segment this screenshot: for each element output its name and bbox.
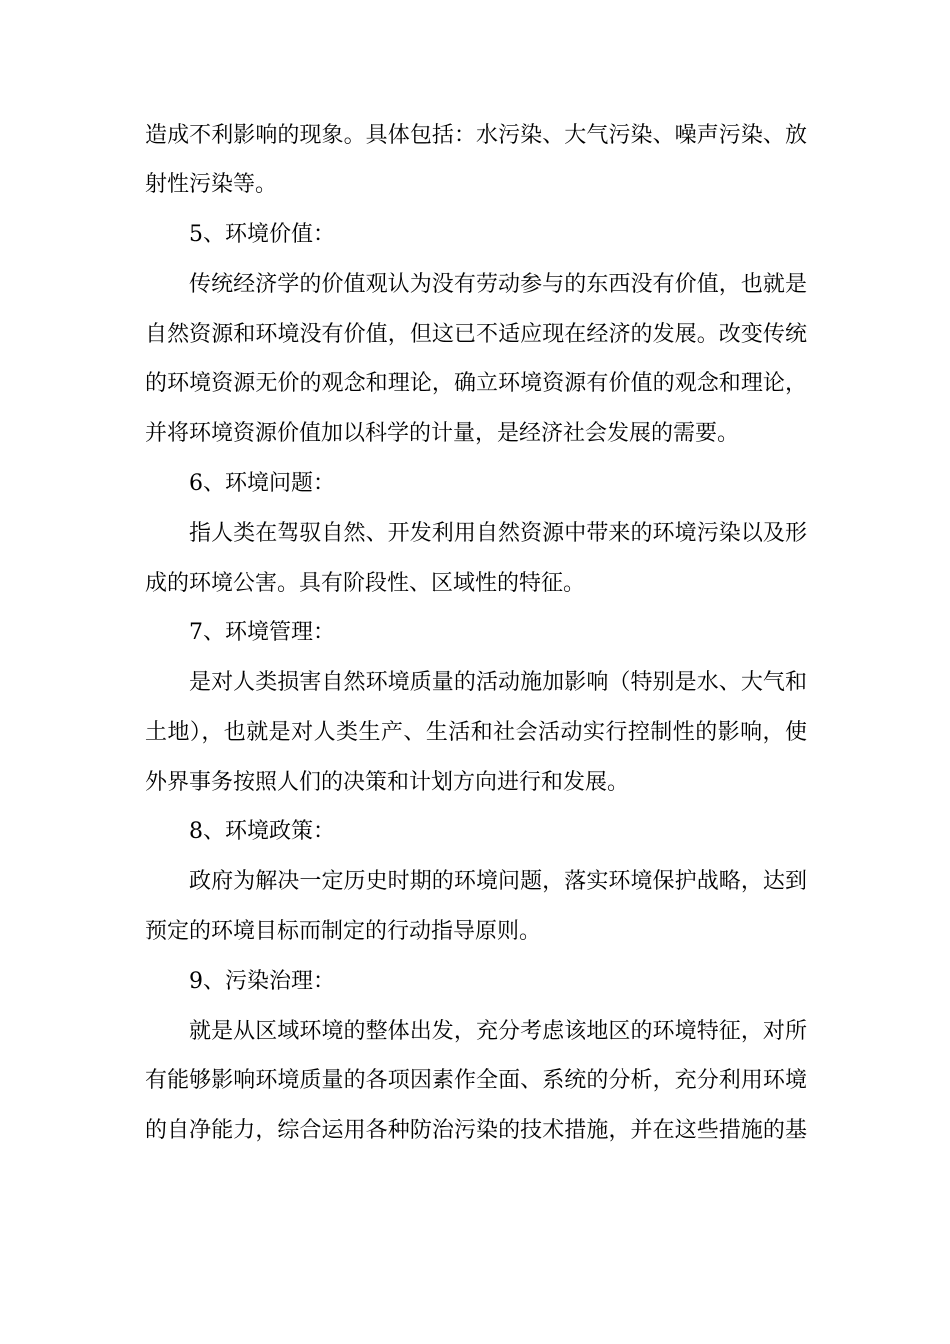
text-line: 造成不利影响的现象。具体包括：水污染、大气污染、噪声污染、放: [145, 123, 807, 148]
text-line: 的自净能力，综合运用各种防治污染的技术措施，并在这些措施的基: [145, 1118, 807, 1143]
section-heading: 9、污染治理：: [189, 969, 335, 994]
text-line: 传统经济学的价值观认为没有劳动参与的东西没有价值，也就是: [189, 272, 807, 297]
section-heading: 7、环境管理：: [189, 620, 335, 645]
section-heading: 6、环境问题：: [189, 471, 335, 496]
text-line: 土地），也就是对人类生产、生活和社会活动实行控制性的影响，使: [145, 720, 807, 745]
text-line: 指人类在驾驭自然、开发利用自然资源中带来的环境污染以及形: [189, 521, 807, 546]
text-line: 外界事务按照人们的决策和计划方向进行和发展。: [145, 770, 630, 795]
text-line: 政府为解决一定历史时期的环境问题，落实环境保护战略，达到: [189, 869, 807, 894]
text-line: 并将环境资源价值加以科学的计量，是经济社会发展的需要。: [145, 421, 740, 446]
text-line: 自然资源和环境没有价值，但这已不适应现在经济的发展。改变传统: [145, 322, 807, 347]
text-line: 就是从区域环境的整体出发，充分考虑该地区的环境特征，对所: [189, 1019, 807, 1044]
text-line: 预定的环境目标而制定的行动指导原则。: [145, 919, 542, 944]
text-line: 是对人类损害自然环境质量的活动施加影响（特别是水、大气和: [189, 670, 807, 695]
section-heading: 5、环境价值：: [189, 222, 335, 247]
text-line: 的环境资源无价的观念和理论，确立环境资源有价值的观念和理论，: [145, 371, 807, 396]
text-line: 有能够影响环境质量的各项因素作全面、系统的分析，充分利用环境: [145, 1068, 807, 1093]
section-heading: 8、环境政策：: [189, 819, 335, 844]
text-line: 成的环境公害。具有阶段性、区域性的特征。: [145, 571, 586, 596]
text-line: 射性污染等。: [145, 172, 278, 197]
